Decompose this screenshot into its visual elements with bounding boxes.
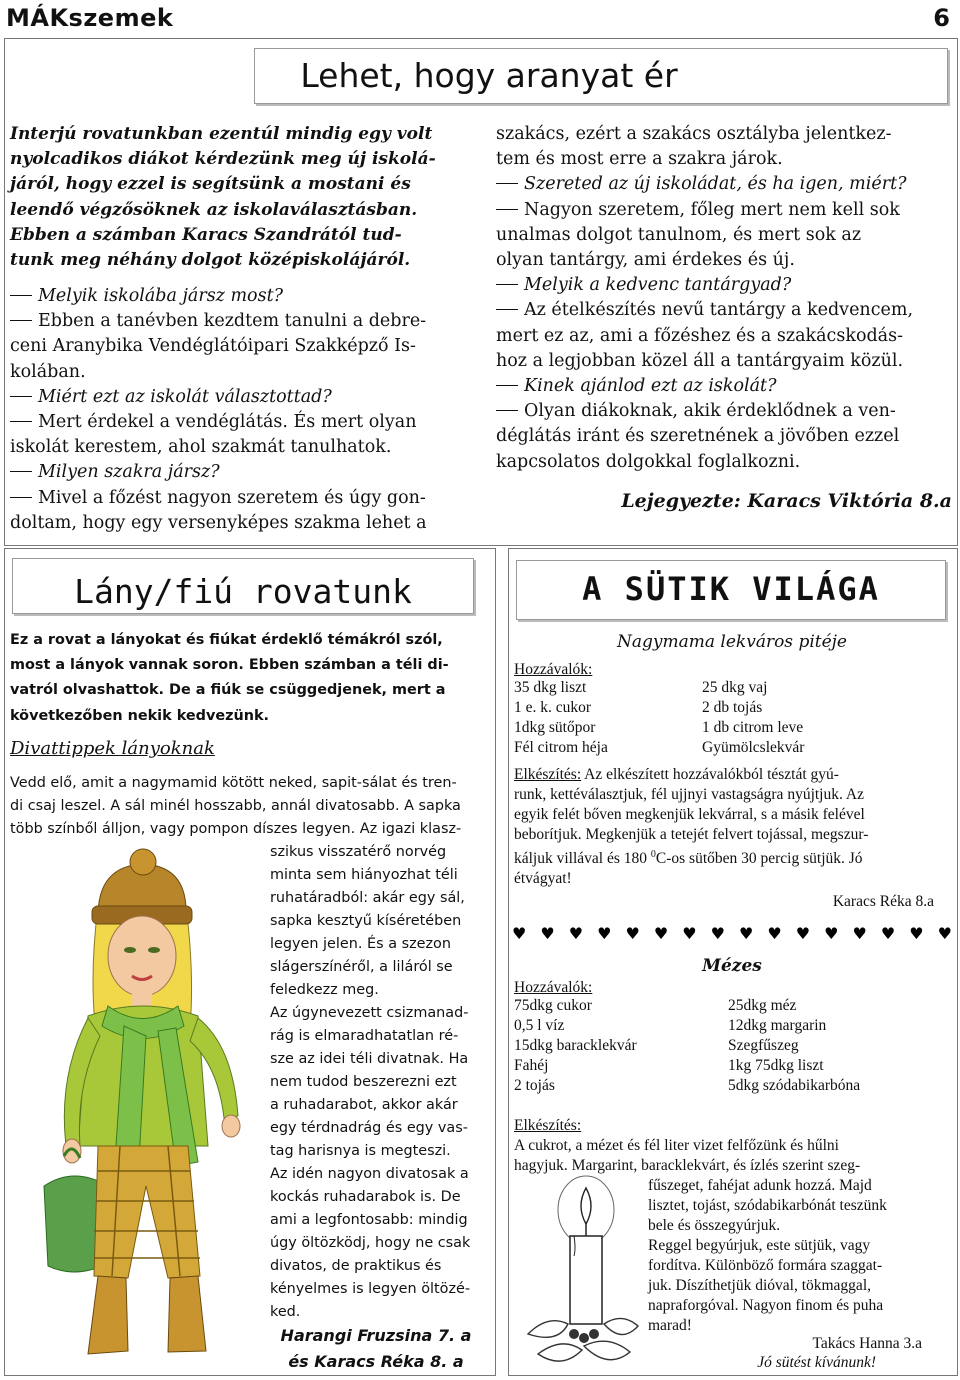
interview-answer-line [10, 486, 476, 511]
fashion-body-line: Vedd elő, amit a nagymamid kötött neked, sapit-sálat és tren- [10, 775, 457, 791]
recipe2-prep-line: lisztet, tojást, szódabikarbónát teszünk [648, 1197, 887, 1214]
ingredient-item: 1 e. k. cukor [514, 699, 592, 716]
candle-holly-illustration [518, 1174, 644, 1374]
heart-icon: ♥ [653, 924, 669, 943]
recipe1-prep-line: Az elkészített hozzávalókból tésztát gyú- [581, 766, 839, 783]
interview-line-text: Nagyon szeretem, főleg mert nem kell sok [524, 199, 900, 220]
heart-icon: ♥ [909, 924, 924, 943]
interview-line-text: ceni Aranybika Vendéglátóipari Szakképző Is- [10, 336, 416, 357]
ingredient-item: 1 db citrom leve [702, 719, 804, 736]
recipe1-prep-line: C-os sütőben 30 percig sütjük. Jó [655, 850, 863, 868]
interview-line-text: unalmas dolgot tanulnom, és mert sok az [496, 224, 862, 245]
fashion-body-line: több színből álljon, vagy pompon díszes legyen. Az igazi klasz- [10, 821, 462, 837]
ingredient-item: 25 dkg vaj [702, 679, 768, 696]
fashion-body-line: Az idén nagyon divatosak a [270, 1166, 469, 1182]
interview-line-text: iskolát kerestem, ahol szakmát tanulhatok. [10, 437, 392, 458]
interview-answer-line [10, 309, 476, 334]
ingredient-item: 0,5 l víz [514, 1017, 565, 1034]
heart-icon: ♥ [739, 924, 754, 943]
fashion-body-line: sze az idei téli divatnak. Ha [270, 1051, 469, 1067]
interview-line-text: déglátás iránt és szeretnének a jövőben ezzel [496, 426, 900, 447]
recipe1-title: Nagymama lekváros pitéje [617, 632, 847, 652]
fashion-body-line: legyen jelen. És a szezon [270, 936, 451, 952]
interview-signature: Lejegyezte: Karacs Viktória 8.a [621, 490, 952, 512]
heart-icon: ♥ [852, 924, 867, 943]
ingredients-grid [514, 678, 934, 758]
interview-answer-line [496, 324, 942, 349]
interview-answer-line [10, 334, 476, 359]
em-dash-rule [496, 309, 518, 310]
recipe2-prep-line: fűszeget, fahéjat adunk hozzá. Majd [648, 1177, 872, 1194]
newspaper-name: MÁKszemek [6, 4, 174, 32]
recipe2-prep-line: marad! [648, 1317, 692, 1334]
interview-line-text: Olyan diákoknak, akik érdeklődnek a ven- [524, 401, 896, 422]
heart-divider [512, 924, 952, 943]
recipe1-prep-heading: Elkészítés: [514, 766, 582, 783]
recipe2-prep-line: bele és összegyúrjuk. [648, 1217, 781, 1234]
interview-line-text: Melyik a kedvenc tantárgyad? [524, 275, 792, 296]
heart-icon: ♥ [795, 924, 811, 943]
em-dash-rule [496, 385, 518, 386]
recipe2-title: Mézes [702, 956, 762, 976]
em-dash-rule [10, 396, 32, 397]
em-dash-rule [496, 410, 518, 411]
ingredient-item: 2 db tojás [702, 699, 763, 716]
recipe2-prep-line: fordítva. Különböző formára szaggat- [648, 1257, 883, 1274]
fashion-body-line: di csaj leszel. A sál minél hosszabb, annál divatosabb. A sapka [10, 798, 461, 814]
intro-line: Ebben a számban Karacs Szandrától tud- [10, 224, 402, 245]
interview-line-text: Milyen szakra jársz? [38, 462, 220, 483]
em-dash-rule [496, 284, 518, 285]
interview-right-column [496, 122, 942, 475]
recipe2-closing-wish: Jó sütést kívánunk! [757, 1354, 876, 1371]
ingredient-item: 25dkg méz [728, 997, 797, 1014]
heart-icon: ♥ [568, 924, 584, 943]
fashion-body-line: ruhatáradból: akár egy sál, [270, 890, 465, 906]
interview-answer-line [496, 223, 942, 248]
recipe2-prep-line: Reggel begyúrjuk, este sütjük, vagy [648, 1237, 871, 1254]
interview-question [10, 284, 476, 309]
heart-icon: ♥ [625, 924, 640, 943]
fashion-authors [270, 1323, 482, 1375]
em-dash-rule [10, 471, 32, 472]
fashion-body-wide [10, 772, 484, 841]
interview-question [10, 460, 476, 485]
page-number: 6 [933, 4, 950, 32]
em-dash-rule [496, 209, 518, 210]
fashion-intro-line: Ez a rovat a lányokat és fiúkat érdeklő témákról szól, [10, 632, 443, 648]
ingredient-item: 5dkg szódabikarbóna [728, 1077, 861, 1094]
interview-line-text: Kinek ajánlod ezt az iskolát? [524, 376, 777, 397]
interview-question [496, 273, 942, 298]
recipe2-prep-narrow [648, 1176, 952, 1336]
interview-line-text: Mert érdekel a vendéglátás. És mert olyan [38, 412, 417, 433]
interview-intro [10, 122, 472, 273]
heart-icon: ♥ [937, 924, 952, 943]
fashion-body-narrow [270, 841, 482, 1324]
heart-icon: ♥ [512, 924, 527, 943]
interview-line-text: tem és most erre a szakra járok. [496, 149, 783, 170]
fashion-body-line: sapka kesztyű kíséretében [270, 913, 462, 929]
heart-icon: ♥ [540, 924, 555, 943]
fashion-body-line: Az úgynevezett csizmanad- [270, 1005, 469, 1021]
ingredient-item: 35 dkg liszt [514, 679, 587, 696]
interview-question [496, 172, 942, 197]
girl-fashion-illustration [28, 846, 268, 1366]
fashion-body-line: szikus visszatérő norvég [270, 844, 447, 860]
em-dash-rule [10, 497, 32, 498]
interview-answer-line [10, 435, 476, 460]
interview-line-text: olyan tantárgy, ami érdekes és új. [496, 250, 795, 271]
fashion-intro [10, 628, 480, 729]
em-dash-rule [10, 320, 32, 321]
interview-question [496, 374, 942, 399]
ingredient-item: 1dkg sütőpor [514, 719, 596, 736]
interview-line-text: Ebben a tanévben kezdtem tanulni a debre- [38, 311, 427, 332]
interview-title: Lehet, hogy aranyat ér [300, 56, 678, 95]
fashion-body-line: rág is elmaradhatatlan ré- [270, 1028, 459, 1044]
interview-answer-line [496, 399, 942, 424]
interview-question [10, 385, 476, 410]
intro-line: leendő végzősöknek az iskolaválasztásban. [10, 199, 418, 220]
interview-answer-line [10, 410, 476, 435]
ingredients-grid [514, 996, 934, 1096]
fashion-body-line: tag harisnya is megteszi. [270, 1143, 451, 1159]
interview-line-text: Az ételkészítés nevű tantárgy a kedvencem, [524, 300, 914, 321]
fashion-intro-line: vatról olvashattok. De a fiúk se csüggedjenek, mert a [10, 682, 446, 699]
em-dash-rule [10, 295, 32, 296]
interview-line-text: doltam, hogy egy versenyképes szakma lehet a [10, 512, 427, 533]
recipe1-prep-line: étvágyat! [514, 870, 572, 888]
intro-line: Interjú rovatunkban ezentúl mindig egy volt [10, 124, 433, 144]
fashion-body-line: feledkezz meg. [270, 982, 379, 998]
recipe1-prep-line: egyik felét bőven megkenjük lekvárral, s a másik felével [514, 806, 865, 823]
fashion-body-line: úgy öltözködj, hogy ne csak [270, 1235, 471, 1251]
recipe2-prep-line: napraforgóval. Nagyon finom és puha [648, 1297, 884, 1314]
fashion-body-line: a ruhadarabot, akkor akár [270, 1097, 458, 1113]
ingredient-item: Fahéj [514, 1057, 549, 1074]
interview-answer-line [10, 511, 476, 536]
interview-line-text: szakács, ezért a szakács osztályba jelentkez- [496, 124, 892, 144]
interview-answer-line [496, 122, 942, 147]
interview-line-text: kolában. [10, 361, 86, 382]
fashion-body-line: ked. [270, 1304, 301, 1320]
recipe1-prep-line: beborítjuk. Megkenjük a tetejét felvert tojással, megszur- [514, 826, 869, 843]
ingredient-item: 1kg 75dkg liszt [728, 1057, 824, 1074]
em-dash-rule [10, 421, 32, 422]
fashion-subheading: Divattippek lányoknak [10, 738, 215, 759]
recipe1-ingredients-heading: Hozzávalók: [514, 661, 593, 678]
interview-answer-line [10, 360, 476, 385]
heart-icon: ♥ [682, 924, 697, 943]
intro-line: nyolcadikos diákot kérdezünk meg új iskolá- [10, 149, 436, 170]
interview-line-text: hoz a legjobban közel áll a tantárgyaim közül. [496, 350, 904, 371]
heart-icon: ♥ [767, 924, 782, 943]
fashion-body-line: slágerszínéről, a liláról se [270, 959, 453, 975]
ingredient-item: 15dkg baracklekvár [514, 1037, 637, 1054]
fashion-body-line: nem tudod beszerezni ezt [270, 1074, 457, 1090]
intro-line: tunk meg néhány dolgot középiskolájáról. [10, 250, 411, 271]
recipe1-prep-line: káljuk villával és 180 [514, 850, 651, 868]
fashion-body-line: ami a legfontosabb: mindig [270, 1212, 468, 1228]
interview-line-text: Mivel a főzést nagyon szeretem és úgy gon- [38, 487, 426, 508]
fashion-body-line: kockás ruhadarabok is. De [270, 1189, 461, 1205]
interview-left-column [10, 284, 476, 536]
recipe2-ingredients-heading: Hozzávalók: [514, 979, 593, 996]
ingredient-item: Szegfűszeg [728, 1037, 799, 1054]
fashion-intro-line: most a lányok vannak soron. Ebben számban a téli di- [10, 657, 449, 674]
ingredient-item: 75dkg cukor [514, 997, 592, 1014]
interview-answer-line [496, 450, 942, 475]
interview-answer-line [496, 248, 942, 273]
recipe1-prep-line: runk, kettéválasztjuk, fél ujjnyi vastagságra nyújtjuk. Az [514, 786, 864, 803]
fashion-body-line: kényelmes is legyen öltözé- [270, 1281, 471, 1297]
fashion-author-line: és Karacs Réka 8. a [288, 1352, 464, 1371]
interview-answer-line [496, 298, 942, 323]
interview-line-text: mert ez az, ami a főzéshez és a szakácskodás- [496, 325, 904, 346]
recipe2-ingredients [514, 996, 934, 1096]
fashion-body-line: divatos, de praktikus és [270, 1258, 442, 1274]
fashion-intro-line: következőben nekik kedvezünk. [10, 707, 269, 724]
heart-icon: ♥ [710, 924, 725, 943]
interview-answer-line [496, 424, 942, 449]
recipe1-preparation [514, 765, 952, 889]
recipe1-author: Karacs Réka 8.a [832, 893, 934, 910]
cookies-section-title: A SÜTIK VILÁGA [582, 570, 880, 608]
ingredient-item: Gyümölcslekvár [702, 739, 805, 756]
interview-answer-line [496, 198, 942, 223]
em-dash-rule [496, 183, 518, 184]
heart-icon: ♥ [597, 924, 612, 943]
fashion-body-line: egy térdnadrág és egy vas- [270, 1120, 468, 1136]
heart-icon: ♥ [880, 924, 896, 943]
fashion-section-title: Lány/fiú rovatunk [74, 572, 412, 611]
interview-answer-line [496, 349, 942, 374]
recipe1-ingredients [514, 678, 934, 758]
fashion-author-line: Harangi Fruzsina 7. a [280, 1326, 472, 1345]
fashion-body-line: minta sem hiányozhat téli [270, 867, 458, 883]
intro-line: járól, hogy ezzel is segítsünk a mostani és [10, 174, 411, 195]
recipe2-prep-heading: Elkészítés: [514, 1117, 582, 1134]
ingredient-item: 2 tojás [514, 1077, 555, 1094]
interview-line-text: Szereted az új iskoládat, és ha igen, miért? [524, 174, 907, 195]
interview-answer-line [496, 147, 942, 172]
recipe2-prep-line: juk. Díszíthetjük dióval, tökmaggal, [648, 1277, 871, 1294]
interview-line-text: Melyik iskolába jársz most? [38, 286, 283, 306]
recipe1-degree: 0 [650, 849, 656, 860]
recipe2-prep-line: A cukrot, a mézet és fél liter vizet felfőzünk és hűlni [514, 1137, 839, 1154]
ingredient-item: 12dkg margarin [728, 1017, 827, 1034]
interview-line-text: kapcsolatos dolgokkal foglalkozni. [496, 451, 801, 472]
interview-line-text: Miért ezt az iskolát választottad? [38, 386, 332, 407]
recipe2-prep-wide [514, 1136, 952, 1176]
recipe2-author: Takács Hanna 3.a [812, 1335, 922, 1352]
heart-icon: ♥ [824, 924, 839, 943]
recipe2-prep-line: hagyjuk. Margarint, baracklekvárt, és ízlés szerint szeg- [514, 1157, 861, 1174]
ingredient-item: Fél citrom héja [514, 739, 608, 756]
